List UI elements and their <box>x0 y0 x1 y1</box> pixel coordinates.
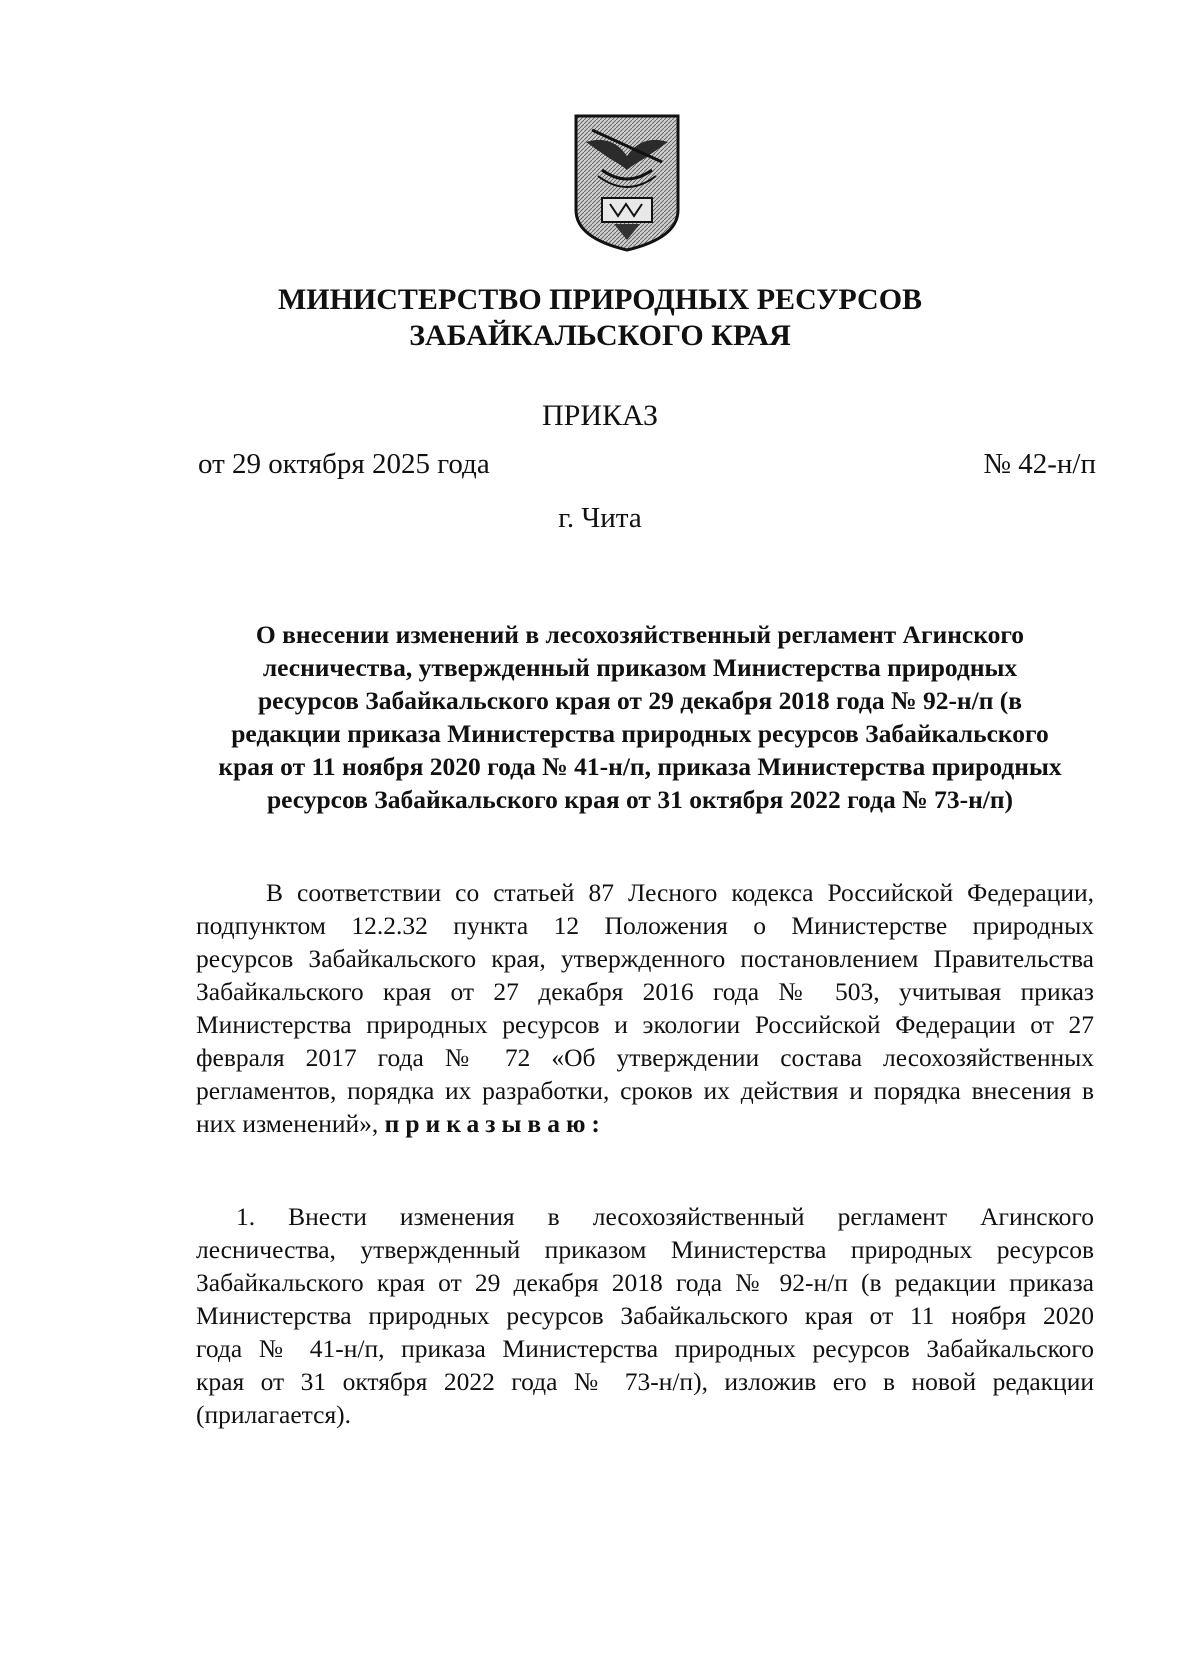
preamble-line: В соответствии со статьей 87 Лесного кодекса Российской Федерации, <box>266 878 1094 907</box>
item-line: (прилагается). <box>196 1400 352 1429</box>
item-line: года № 41-н/п, приказа Министерства природных ресурсов Забайкальского <box>196 1334 1094 1363</box>
order-date: от 29 октября 2025 года <box>198 448 490 480</box>
preamble-line: Министерства природных ресурсов и экологии Российской Федерации от 27 <box>196 1010 1094 1039</box>
coat-of-arms-icon <box>572 112 682 252</box>
preamble-last-prefix: них изменений», <box>196 1109 385 1138</box>
preamble-line: ресурсов Забайкальского края, утвержденного постановлением Правительства <box>196 944 1094 973</box>
item-line: лесничества, утвержденный приказом Министерства природных ресурсов <box>196 1235 1094 1264</box>
subject-line: ресурсов Забайкальского края от 29 декабря 2018 года № 92-н/п (в <box>257 686 1023 715</box>
ministry-title-line-1: МИНИСТЕРСТВО ПРИРОДНЫХ РЕСУРСОВ <box>277 283 923 316</box>
order-command-word: приказываю: <box>384 1109 606 1138</box>
preamble-line: Забайкальского края от 27 декабря 2016 года № 503, учитывая приказ <box>196 977 1094 1006</box>
subject-line: края от 11 ноября 2020 года № 41-н/п, приказа Министерства природных <box>218 752 1062 781</box>
subject-line: лесничества, утвержденный приказом Министерства природных <box>262 653 1018 682</box>
order-city: г. Чита <box>558 502 642 534</box>
document-type: ПРИКАЗ <box>542 399 658 432</box>
ministry-title-line-2: ЗАБАЙКАЛЬСКОГО КРАЯ <box>409 319 791 352</box>
item-line: Забайкальского края от 29 декабря 2018 года № 92-н/п (в редакции приказа <box>196 1268 1094 1297</box>
preamble-line <box>196 1107 1094 1140</box>
preamble-line: подпунктом 12.2.32 пункта 12 Положения о Министерстве природных <box>196 911 1094 940</box>
preamble-line: регламентов, порядка их разработки, сроков их действия и порядка внесения в <box>196 1076 1094 1105</box>
order-item-1 <box>196 1200 1094 1431</box>
order-number: № 42-н/п <box>983 448 1096 480</box>
preamble-line: февраля 2017 года № 72 «Об утверждении состава лесохозяйственных <box>196 1043 1094 1072</box>
subject-line: ресурсов Забайкальского края от 31 октября 2022 года № 73-н/п) <box>266 785 1014 814</box>
subject-line: О внесении изменений в лесохозяйственный регламент Агинского <box>255 620 1025 649</box>
item-line: 1. Внести изменения в лесохозяйственный регламент Агинского <box>236 1202 1094 1231</box>
preamble-paragraph <box>196 876 1094 1140</box>
order-subject <box>186 618 1094 816</box>
subject-line: редакции приказа Министерства природных ресурсов Забайкальского <box>231 719 1049 748</box>
item-line: края от 31 октября 2022 года № 73-н/п), изложив его в новой редакции <box>196 1367 1094 1396</box>
item-line: Министерства природных ресурсов Забайкальского края от 11 ноября 2020 <box>196 1301 1094 1330</box>
